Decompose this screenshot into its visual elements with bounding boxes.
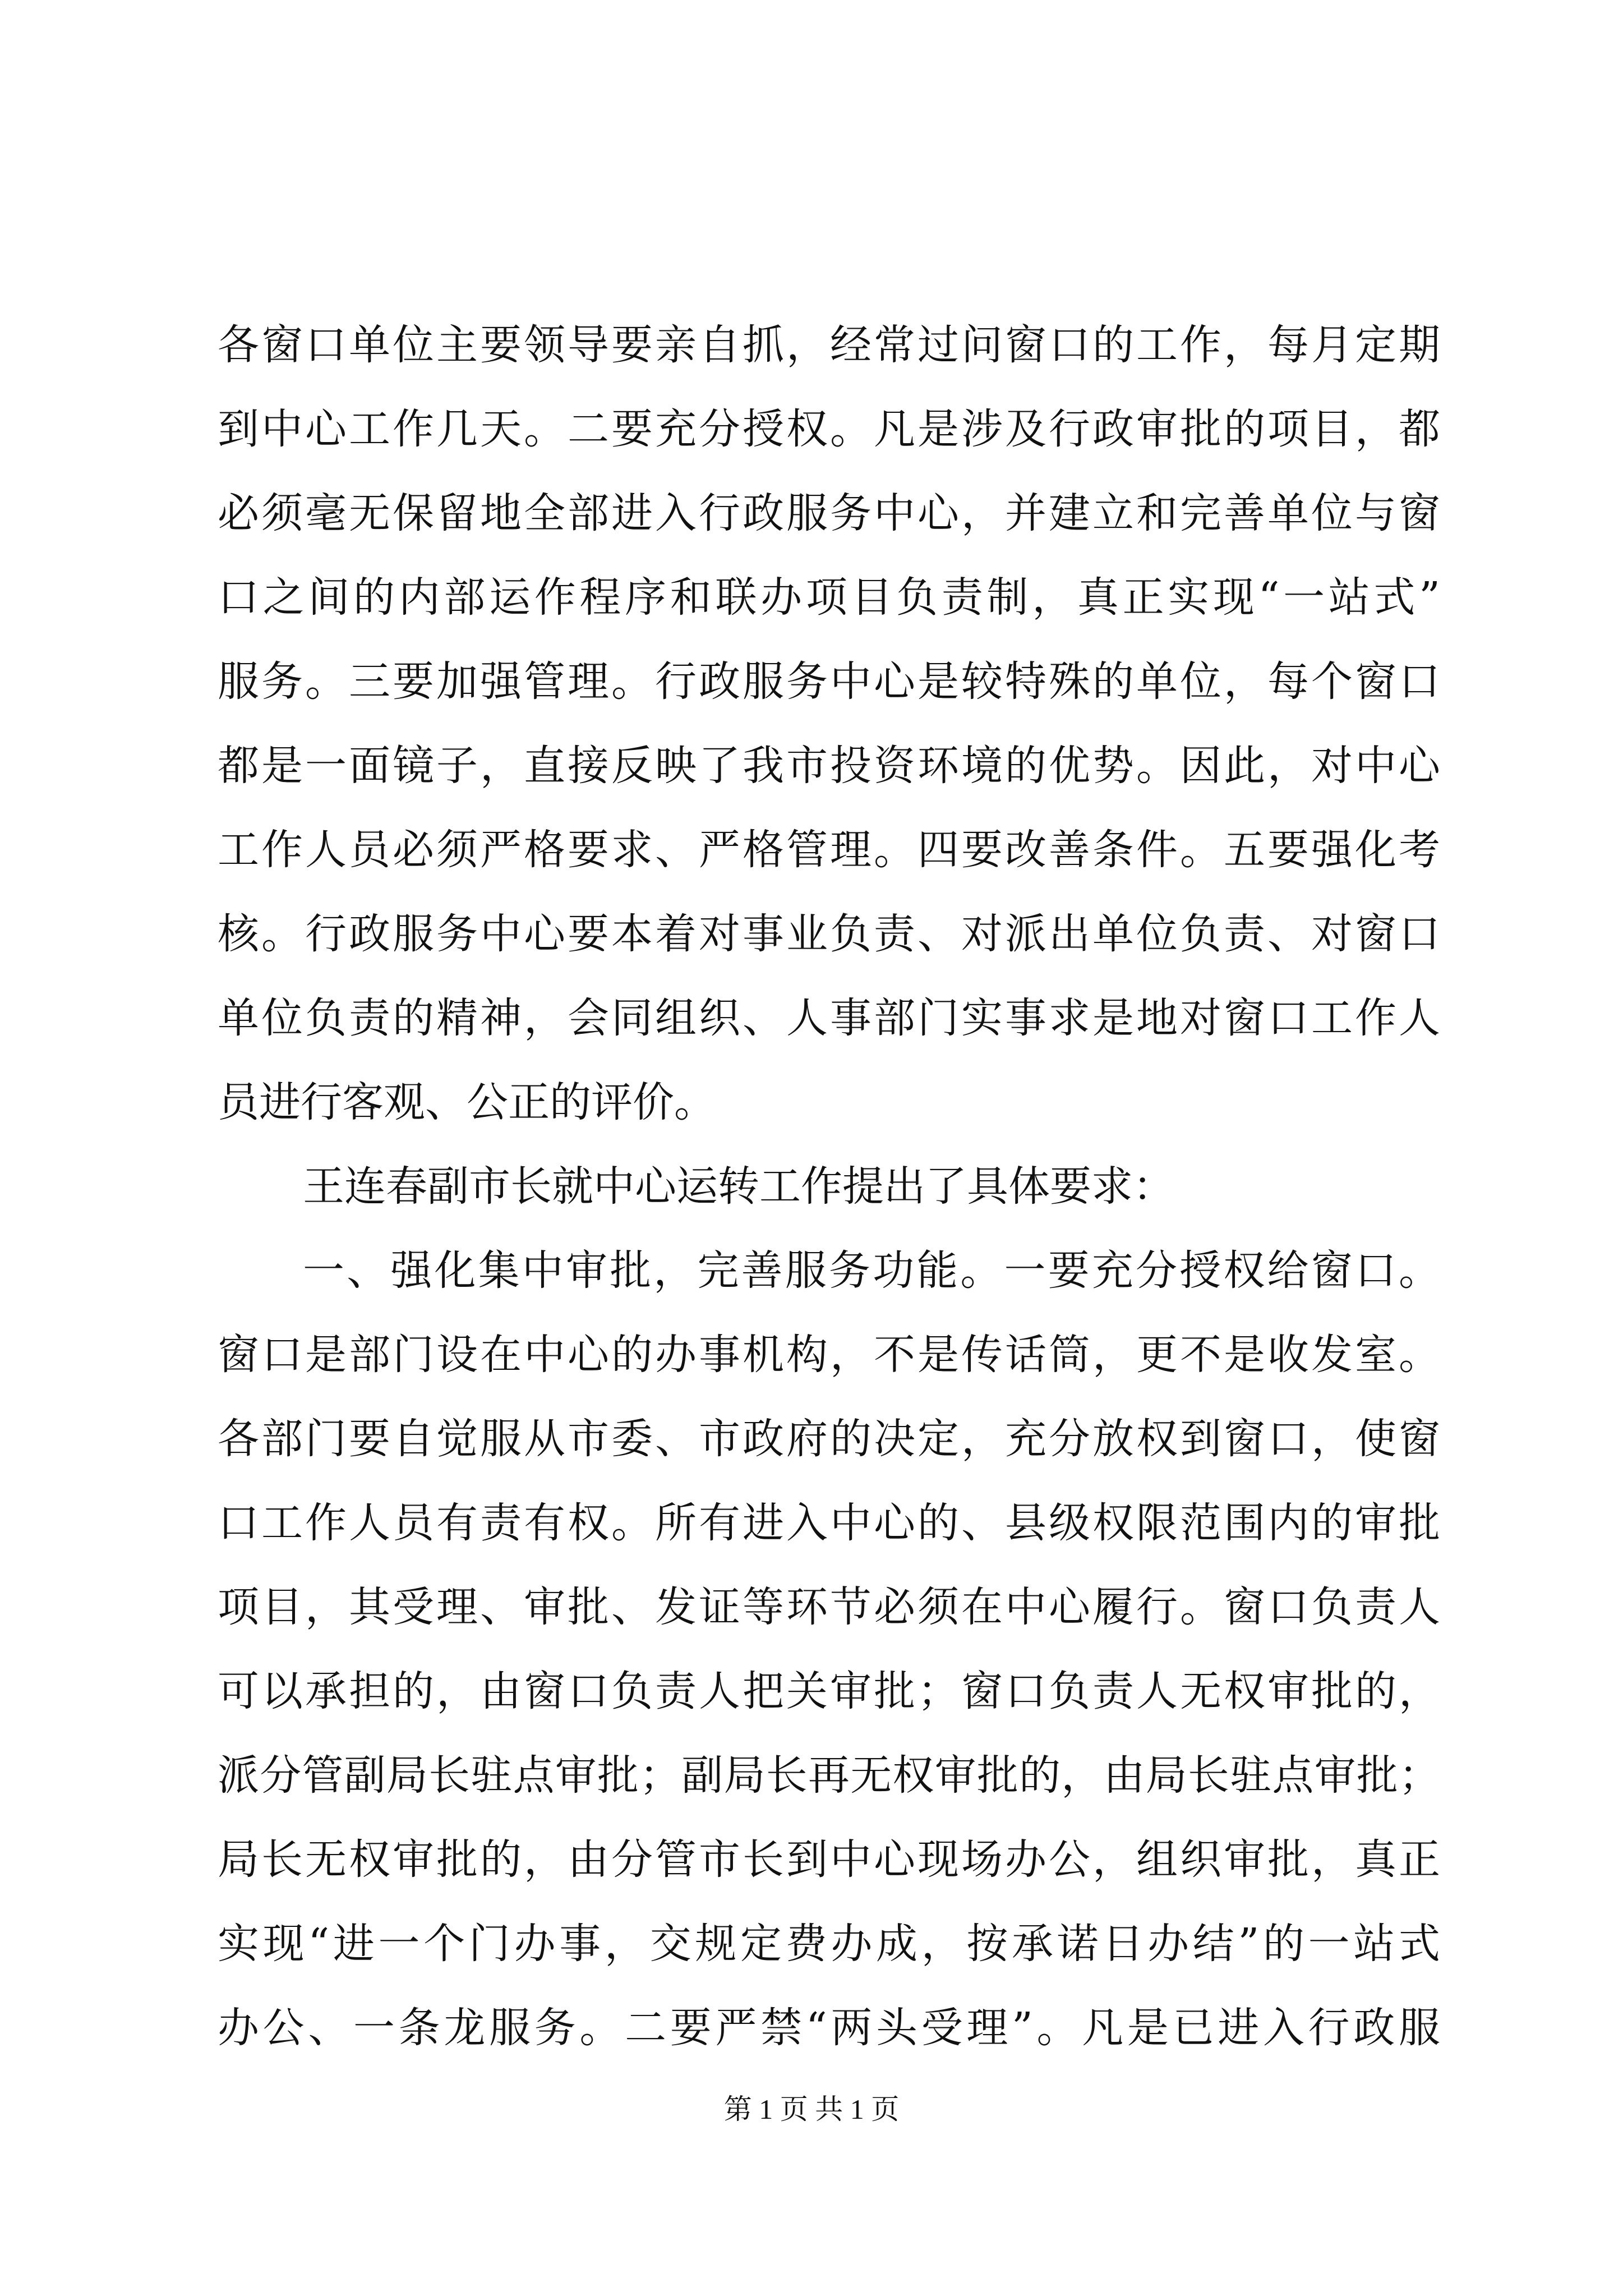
text-line: 单位负责的精神，会同组织、人事部门实事求是地对窗口工作人 <box>218 994 1440 1042</box>
text-line: 各窗口单位主要领导要亲自抓，经常过问窗口的工作，每月定期 <box>218 321 1440 369</box>
text-line: 窗口是部门设在中心的办事机构，不是传话筒，更不是收发室。 <box>218 1331 1440 1379</box>
text-line: 口工作人员有责有权。所有进入中心的、县级权限范围内的审批 <box>218 1499 1440 1547</box>
text-line: 项目，其受理、审批、发证等环节必须在中心履行。窗口负责人 <box>218 1583 1440 1631</box>
page-number-footer: 第 1 页 共 1 页 <box>723 2093 900 2125</box>
text-line: 派分管副局长驻点审批；副局长再无权审批的，由局长驻点审批； <box>218 1751 1440 1800</box>
text-line: 必须毫无保留地全部进入行政服务中心，并建立和完善单位与窗 <box>218 489 1440 537</box>
text-line: 实现“进一个门办事，交规定费办成，按承诺日办结”的一站式 <box>218 1920 1440 1968</box>
document-body <box>218 303 1440 2070</box>
text-line: 核。行政服务中心要本着对事业负责、对派出单位负责、对窗口 <box>218 910 1440 958</box>
text-line: 王连春副市长就中心运转工作提出了具体要求： <box>303 1162 1174 1211</box>
text-line: 都是一面镜子，直接反映了我市投资环境的优势。因此，对中心 <box>218 742 1440 790</box>
text-line: 局长无权审批的，由分管市长到中心现场办公，组织审批，真正 <box>218 1835 1440 1884</box>
text-line: 口之间的内部运作程序和联办项目负责制，真正实现“一站式” <box>218 573 1440 622</box>
text-line: 到中心工作几天。二要充分授权。凡是涉及行政审批的项目，都 <box>218 405 1440 453</box>
text-line: 服务。三要加强管理。行政服务中心是较特殊的单位，每个窗口 <box>218 657 1440 706</box>
text-line: 办公、一条龙服务。二要严禁“两头受理”。凡是已进入行政服 <box>218 2004 1440 2052</box>
text-line: 各部门要自觉服从市委、市政府的决定，充分放权到窗口，使窗 <box>218 1415 1440 1463</box>
text-line: 可以承担的，由窗口负责人把关审批；窗口负责人无权审批的， <box>218 1667 1440 1715</box>
text-line: 员进行客观、公正的评价。 <box>218 1078 716 1126</box>
text-line: 工作人员必须严格要求、严格管理。四要改善条件。五要强化考 <box>218 826 1440 874</box>
text-line: 一、强化集中审批，完善服务功能。一要充分授权给窗口。 <box>303 1246 1440 1295</box>
